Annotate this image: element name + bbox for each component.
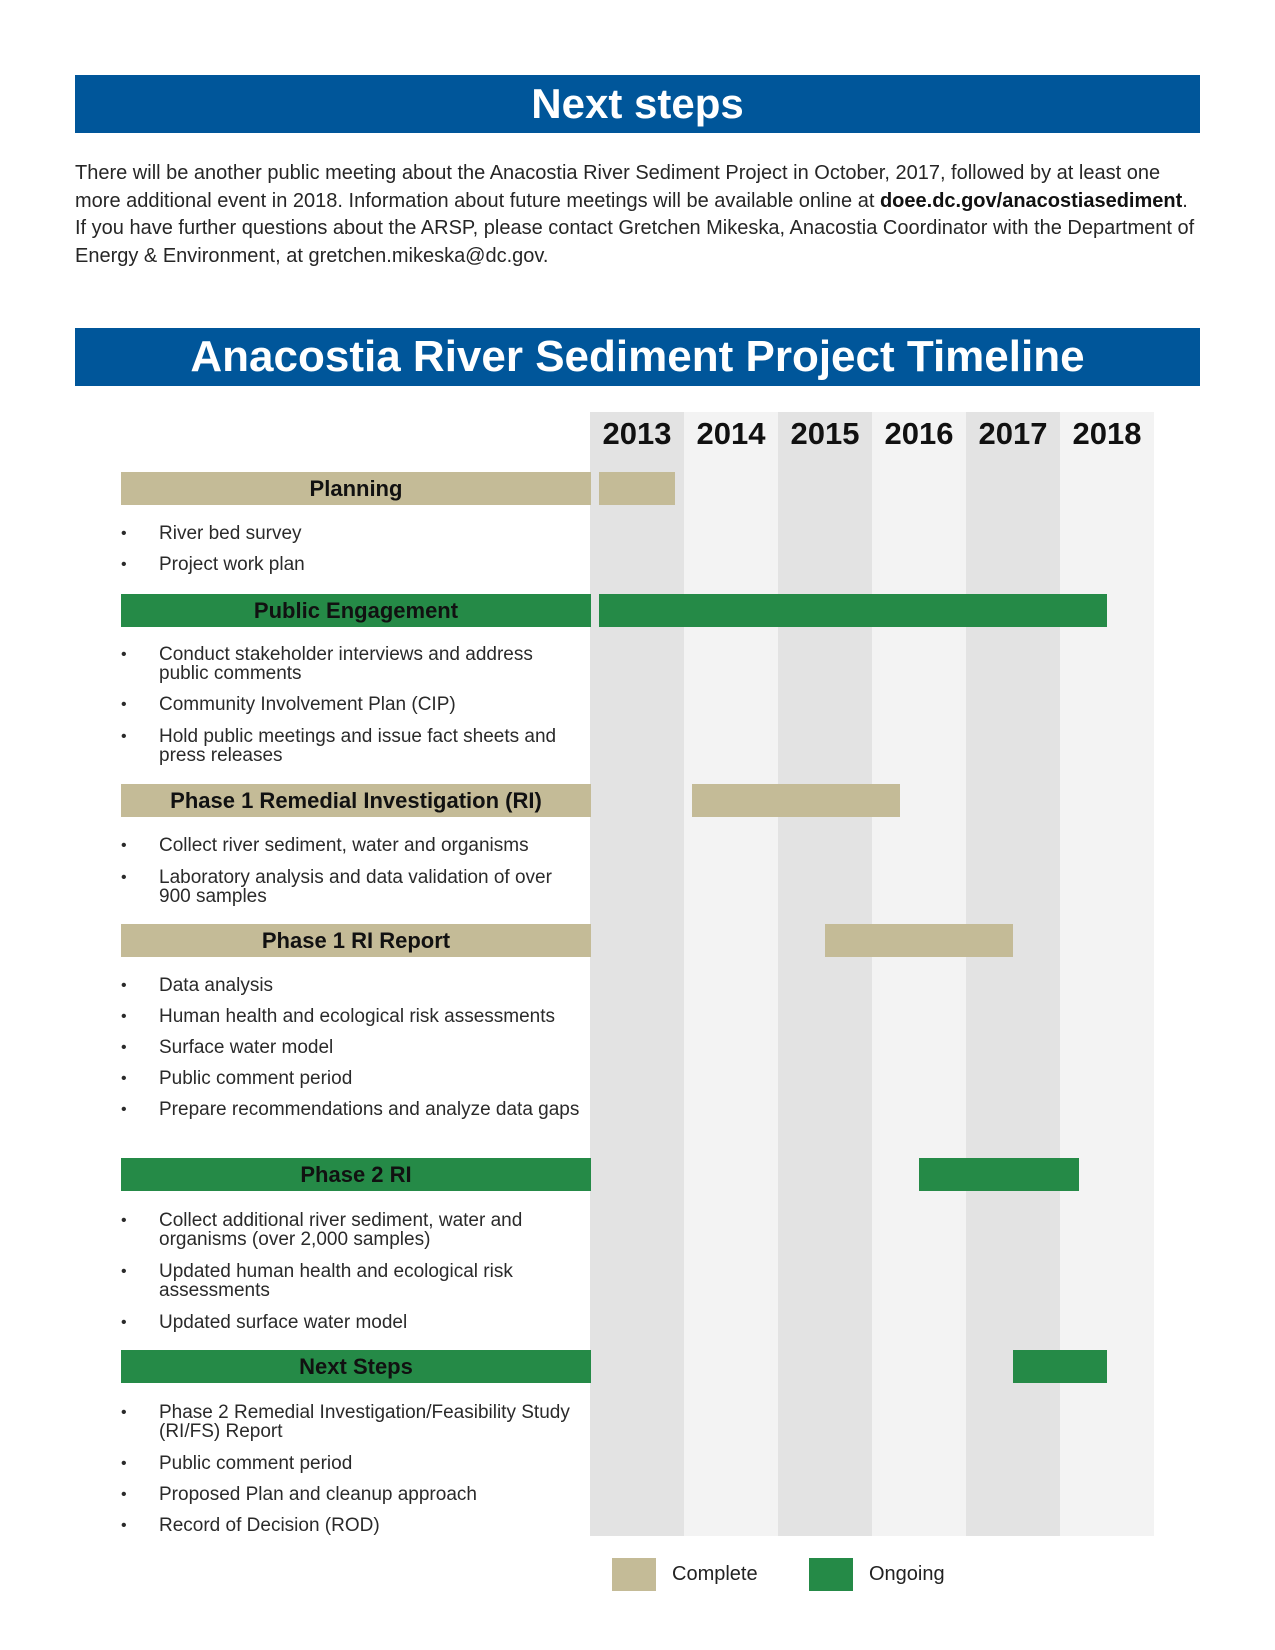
phase-header-phase1-ri: Phase 1 Remedial Investigation (RI) xyxy=(121,784,591,817)
list-item: • Updated human health and ecological risk assessments xyxy=(121,1261,513,1301)
year-column-2015 xyxy=(778,412,872,1536)
year-label: 2015 xyxy=(790,416,860,451)
year-column-2016 xyxy=(872,412,966,1536)
list-item: • Phase 2 Remedial Investigation/Feasibility Study (RI/FS) Report xyxy=(121,1402,570,1442)
list-item: • Public comment period xyxy=(121,1068,353,1089)
year-label: 2014 xyxy=(696,416,766,451)
list-item: • Human health and ecological risk assessments xyxy=(121,1006,556,1027)
year-column-2013 xyxy=(590,412,684,1536)
year-label: 2016 xyxy=(884,416,954,451)
next-steps-banner xyxy=(75,75,1200,133)
next-steps-title: Next steps xyxy=(531,80,744,127)
list-item: • River bed survey xyxy=(121,523,302,544)
intro-text-end: . If you have further questions about the ARSP, please contact Gretchen Mikeska, Anacostia Coordinator with the Department of Energy & Environment, at gretchen.mikeska@dc.gov. xyxy=(75,189,1195,267)
year-label: 2017 xyxy=(978,416,1048,451)
phase-header-public-engagement: Public Engagement xyxy=(121,594,591,627)
legend-label-complete: Complete xyxy=(672,1563,758,1585)
phase-header-next-steps: Next Steps xyxy=(121,1350,591,1383)
gantt-bar-planning xyxy=(599,472,674,505)
list-item: • Collect river sediment, water and organisms xyxy=(121,835,529,856)
list-item: • Project work plan xyxy=(121,554,305,575)
website-link[interactable]: doee.dc.gov/anacostiasediment xyxy=(879,189,1183,212)
list-item: • Prepare recommendations and analyze data gaps xyxy=(121,1099,580,1120)
legend-swatch-complete xyxy=(612,1558,656,1591)
year-label: 2013 xyxy=(602,416,672,451)
phase-header-phase1-ri-report: Phase 1 RI Report xyxy=(121,924,591,957)
list-item: • Conduct stakeholder interviews and address public comments xyxy=(121,644,533,684)
list-item: • Updated surface water model xyxy=(121,1312,408,1333)
gantt-bar-public-engagement xyxy=(599,594,1107,627)
list-item: • Community Involvement Plan (CIP) xyxy=(121,694,456,715)
legend-swatch-ongoing xyxy=(809,1558,853,1591)
list-item: • Surface water model xyxy=(121,1037,334,1058)
list-item: • Public comment period xyxy=(121,1453,353,1474)
year-column-2014 xyxy=(684,412,778,1536)
gantt-bar-next-steps xyxy=(1013,1350,1107,1383)
intro-text-start: There will be another public meeting about the Anacostia River Sediment Project in October, 2017, followed by at least one more additional event in 2018. Information about future meetings will be available online at xyxy=(75,162,1161,212)
list-item: • Record of Decision (ROD) xyxy=(121,1515,380,1536)
timeline-banner xyxy=(75,328,1200,386)
legend-label-ongoing: Ongoing xyxy=(869,1563,945,1585)
phase-header-planning: Planning xyxy=(121,472,591,505)
timeline-title: Anacostia River Sediment Project Timeline xyxy=(190,332,1085,381)
phase-header-phase2-ri: Phase 2 RI xyxy=(121,1158,591,1191)
gantt-bar-phase-1-ri-report xyxy=(825,924,1013,957)
gantt-bar-phase-1-remedial-investigation-ri xyxy=(692,784,901,817)
gantt-bar-phase-2-ri xyxy=(919,1158,1079,1191)
next-steps-paragraph xyxy=(75,160,1200,270)
list-item: • Collect additional river sediment, water and organisms (over 2,000 samples) xyxy=(121,1210,523,1250)
list-item: • Proposed Plan and cleanup approach xyxy=(121,1484,477,1505)
list-item: • Laboratory analysis and data validation of over 900 samples xyxy=(121,867,552,907)
list-item: • Hold public meetings and issue fact sheets and press releases xyxy=(121,726,557,766)
list-item: • Data analysis xyxy=(121,975,274,996)
year-label: 2018 xyxy=(1072,416,1142,451)
